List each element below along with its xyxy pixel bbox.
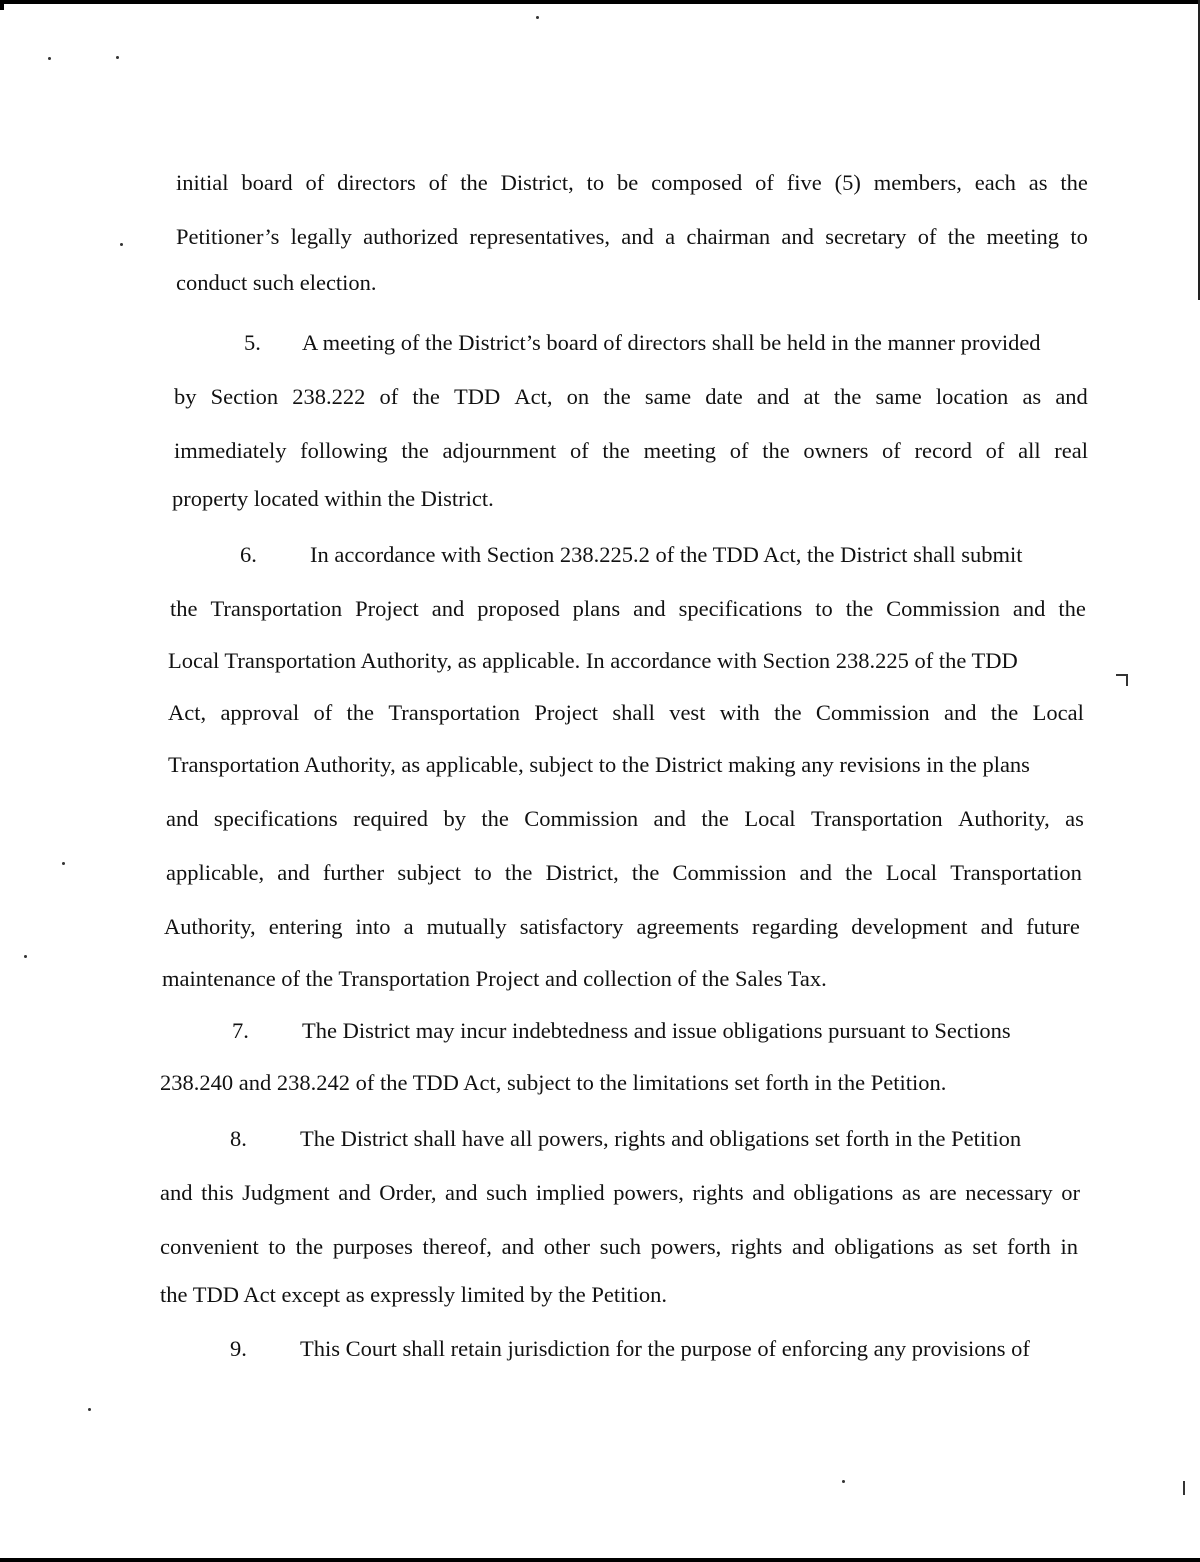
paragraph-number: 5. — [244, 330, 261, 355]
text-line: This Court shall retain jurisdiction for the purpose of enforcing any provisions of — [300, 1336, 1030, 1361]
text-line: initial board of directors of the District, to be composed of five (5) members, each as the — [176, 170, 1088, 195]
scan-speck — [88, 1408, 91, 1411]
text-line: the TDD Act except as expressly limited by the Petition. — [160, 1282, 667, 1307]
text-line: The District may incur indebtedness and issue obligations pursuant to Sections — [302, 1018, 1011, 1043]
scan-speck — [48, 57, 51, 60]
text-line: In accordance with Section 238.225.2 of the TDD Act, the District shall submit — [310, 542, 1023, 567]
text-line: immediately following the adjournment of the meeting of the owners of record of all real — [174, 438, 1088, 463]
scan-speck — [536, 16, 539, 19]
text-line: Petitioner’s legally authorized representatives, and a chairman and secretary of the meeting to — [176, 224, 1088, 249]
scan-corner-mark — [1116, 674, 1128, 686]
paragraph-9-first-line — [230, 1334, 1080, 1364]
text-line: Transportation Authority, as applicable, subject to the District making any revisions in the plans — [168, 752, 1030, 777]
scan-speck — [116, 56, 119, 59]
scan-speck — [62, 862, 65, 865]
scan-tick-mark — [1183, 1481, 1185, 1495]
text-line: the Transportation Project and proposed plans and specifications to the Commission and the — [170, 596, 1086, 621]
text-line: Local Transportation Authority, as applicable. In accordance with Section 238.225 of the TDD — [168, 648, 1018, 673]
text-line: convenient to the purposes thereof, and other such powers, rights and obligations as set forth in — [160, 1234, 1078, 1259]
text-line: applicable, and further subject to the District, the Commission and the Local Transportation — [166, 860, 1082, 885]
scan-border-left — [0, 0, 4, 10]
text-line: Act, approval of the Transportation Project shall vest with the Commission and the Local — [168, 700, 1084, 725]
scan-border-bottom — [0, 1558, 1200, 1562]
paragraph-number: 9. — [230, 1336, 247, 1361]
scan-border-top — [0, 0, 1200, 4]
scan-speck — [24, 955, 27, 958]
text-line: Authority, entering into a mutually satisfactory agreements regarding development and future — [164, 914, 1080, 939]
text-line: property located within the District. — [172, 486, 494, 511]
paragraph-number: 8. — [230, 1126, 247, 1151]
scan-speck — [842, 1480, 845, 1483]
paragraph-6-first-line — [240, 540, 1086, 570]
paragraph-5-first-line — [244, 328, 1089, 358]
text-line: conduct such election. — [176, 270, 377, 295]
scan-speck — [120, 243, 123, 246]
text-line: 238.240 and 238.242 of the TDD Act, subject to the limitations set forth in the Petition. — [160, 1070, 947, 1095]
paragraph-7-first-line — [232, 1016, 1080, 1046]
paragraph-number: 7. — [232, 1018, 249, 1043]
text-line: by Section 238.222 of the TDD Act, on the same date and at the same location as and — [174, 384, 1088, 409]
text-line: and specifications required by the Commission and the Local Transportation Authority, as — [166, 806, 1084, 831]
text-line: maintenance of the Transportation Project and collection of the Sales Tax. — [162, 966, 827, 991]
text-line: A meeting of the District’s board of directors shall be held in the manner provided — [302, 330, 1041, 355]
paragraph-number: 6. — [240, 542, 257, 567]
paragraph-8-first-line — [230, 1124, 1080, 1154]
text-line: The District shall have all powers, rights and obligations set forth in the Petition — [300, 1126, 1022, 1151]
text-line: and this Judgment and Order, and such implied powers, rights and obligations as are necessary or — [160, 1180, 1080, 1205]
